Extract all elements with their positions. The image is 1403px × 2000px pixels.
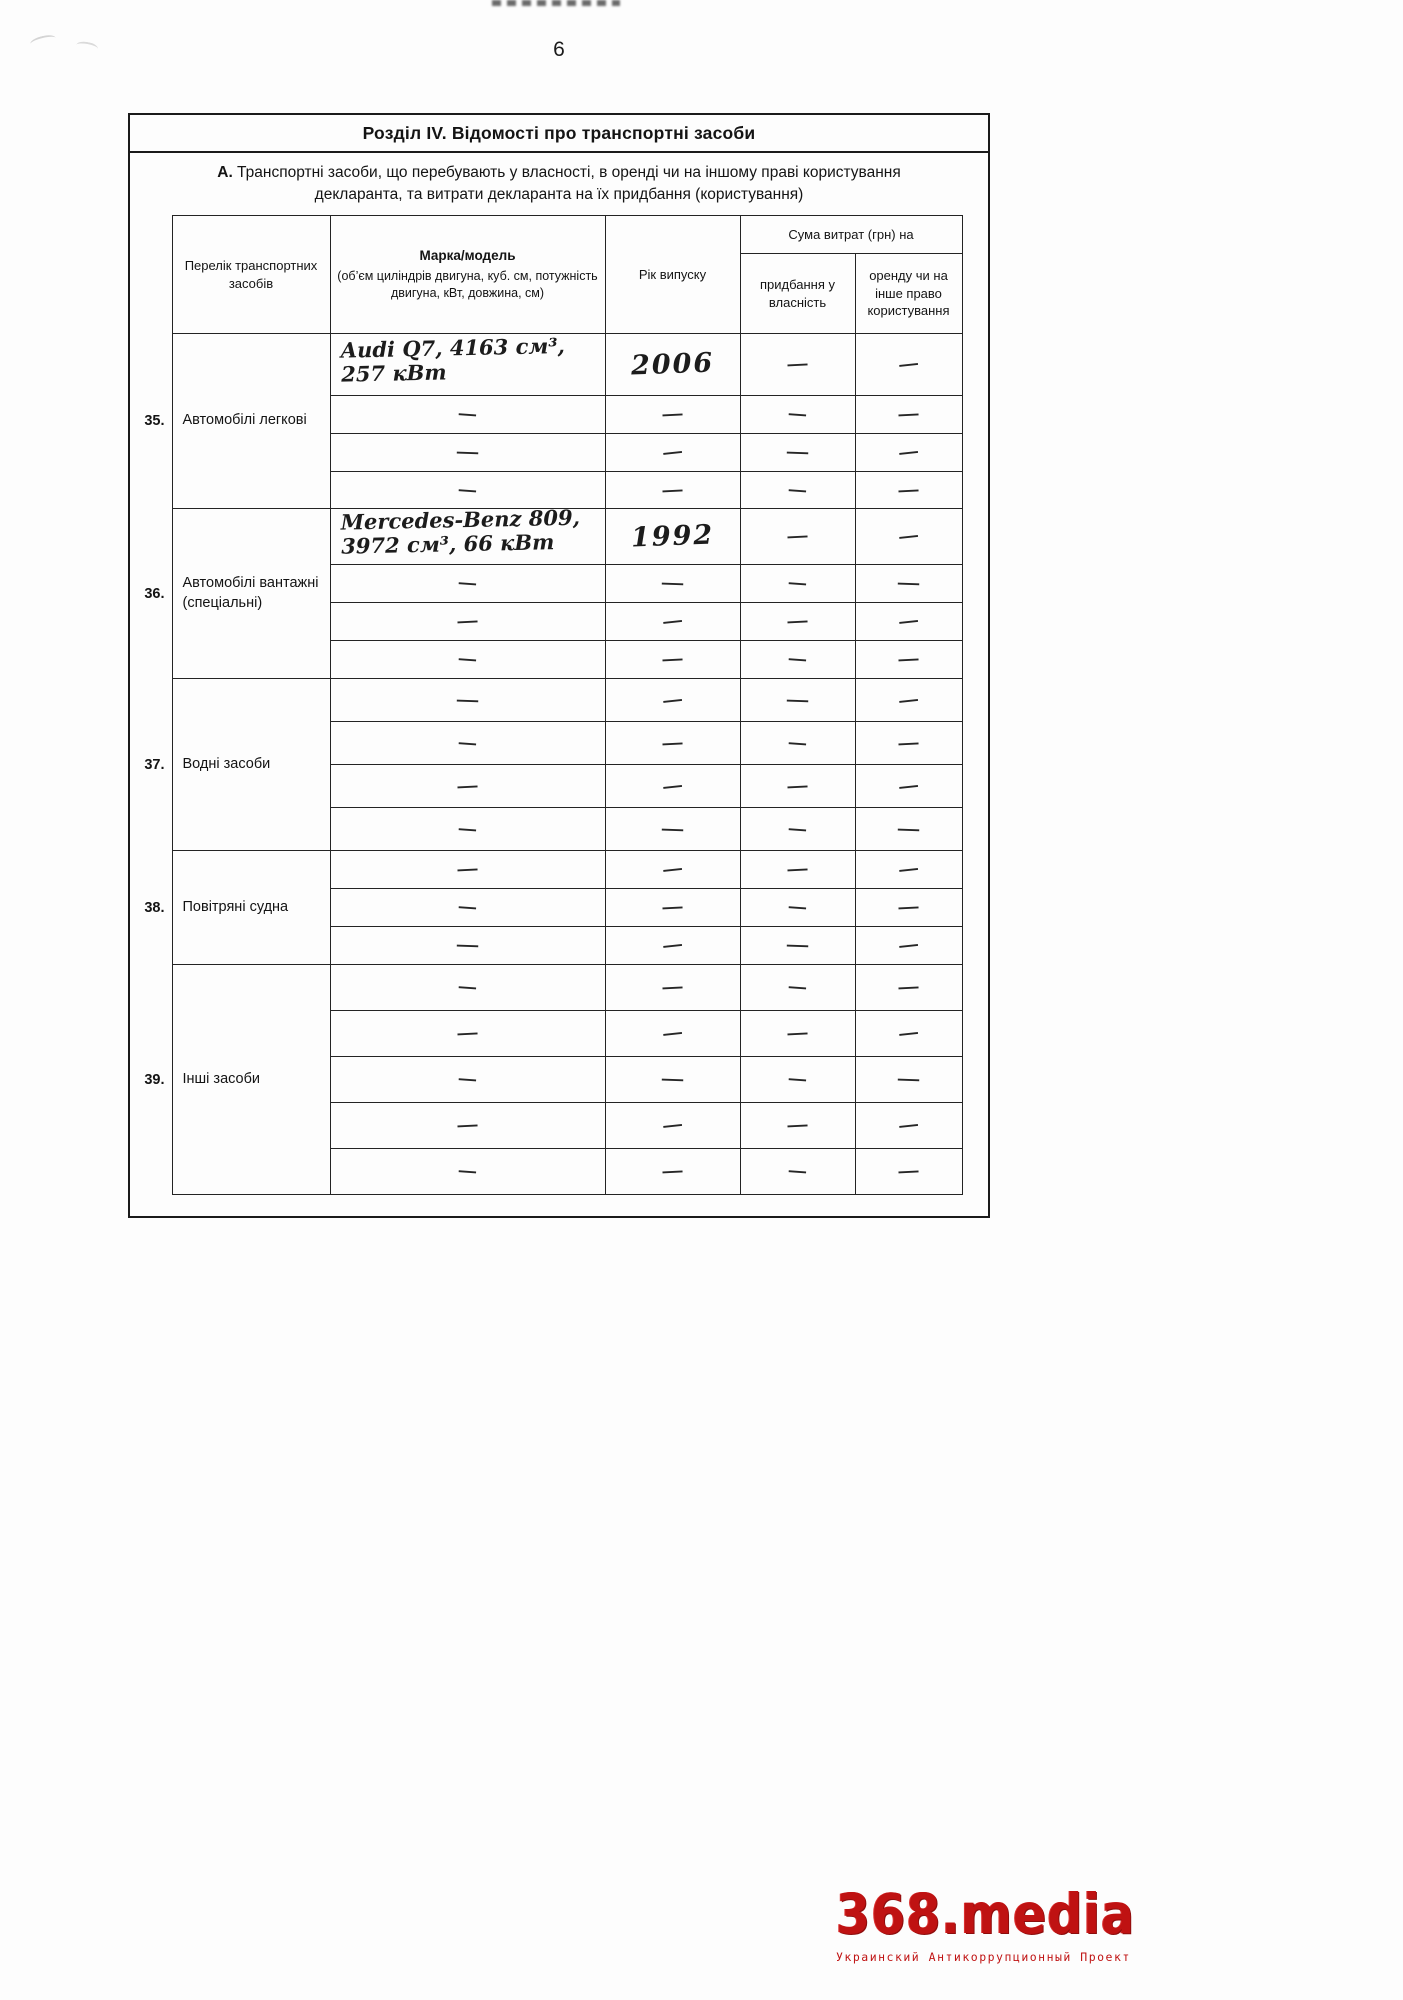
rent-cell (855, 396, 962, 434)
rent-cell (855, 765, 962, 808)
dash-mark: — (660, 404, 685, 424)
rent-cell (855, 565, 962, 603)
header-list: Перелік транспортних засобів (172, 216, 330, 334)
model-cell (330, 765, 605, 808)
year-cell (605, 851, 740, 889)
subsection-text (130, 153, 988, 206)
rent-cell (855, 722, 962, 765)
dash-mark: — (455, 859, 480, 879)
dash-mark: — (660, 479, 685, 500)
dash-mark: — (785, 775, 810, 796)
model-cell (330, 434, 605, 472)
year-cell (605, 334, 740, 396)
dash-mark: — (661, 934, 684, 956)
model-cell (330, 396, 605, 434)
purchase-cell (740, 765, 855, 808)
year-cell (605, 1103, 740, 1149)
purchase-cell (740, 808, 855, 851)
model-cell (330, 1149, 605, 1195)
subsection-letter: А. (217, 164, 233, 181)
dash-mark: — (785, 1023, 810, 1043)
dash-mark: — (897, 858, 920, 880)
rent-cell (855, 927, 962, 965)
purchase-cell (740, 1149, 855, 1195)
dash-mark: — (787, 1069, 808, 1089)
year-cell (605, 641, 740, 679)
dash-mark: — (785, 690, 810, 709)
dash-mark: — (787, 732, 808, 753)
model-cell (330, 965, 605, 1011)
pencil-mark (30, 30, 120, 58)
table-row (132, 334, 962, 396)
dash-mark: — (457, 573, 478, 593)
year-cell (605, 1057, 740, 1103)
category-label: Водні засоби (172, 679, 330, 851)
rent-cell (855, 509, 962, 565)
year-cell (605, 808, 740, 851)
dash-mark: — (787, 1161, 808, 1181)
year-cell (605, 889, 740, 927)
dash-mark: — (457, 897, 478, 917)
year-cell (605, 1149, 740, 1195)
subsection-line2: декларанта, та витрати декларанта на їх придбання (користування) (314, 186, 804, 203)
header-costs: Сума витрат (грн) на (740, 216, 962, 254)
dash-mark: — (787, 404, 808, 424)
year-cell (605, 509, 740, 565)
dash-mark: — (896, 897, 921, 917)
header-model (330, 216, 605, 334)
dash-mark: — (787, 649, 808, 669)
table-header (132, 216, 962, 334)
year-cell (605, 679, 740, 722)
handwritten-year: 2006 (630, 347, 715, 382)
subsection-line1: Транспортні засоби, що перебувають у власності, в оренді чи на іншому праві користування (232, 164, 901, 181)
model-cell (330, 504, 605, 565)
model-line-1: Audi Q7, 4163 см³, (340, 332, 565, 363)
year-cell (605, 472, 740, 509)
dash-mark: — (896, 977, 921, 997)
purchase-cell (740, 851, 855, 889)
rent-cell (855, 603, 962, 641)
table-row (132, 851, 962, 889)
header-model-sub: (об’єм циліндрів двигуна, куб. см, потужність двигуна, кВт, довжина, см) (337, 269, 598, 301)
dash-mark: — (897, 1022, 920, 1044)
dash-mark: — (897, 775, 920, 796)
category-label: Інші засоби (172, 965, 330, 1195)
year-cell (605, 965, 740, 1011)
dash-mark: — (661, 775, 684, 796)
dash-mark: — (457, 818, 478, 839)
row-number: 39. (144, 1071, 165, 1088)
header-gutter (132, 216, 172, 334)
dash-mark: — (457, 1069, 478, 1089)
year-cell (605, 434, 740, 472)
dash-mark: — (457, 404, 478, 424)
dash-mark: — (785, 526, 810, 546)
dash-mark: — (660, 977, 685, 997)
header-year: Рік випуску (605, 216, 740, 334)
dash-mark: — (457, 649, 478, 669)
category-label: Автомобілі вантажні (спеціальні) (172, 509, 330, 679)
dash-mark: — (897, 1114, 920, 1136)
dash-mark: — (660, 649, 685, 669)
dash-mark: — (457, 1161, 478, 1181)
rent-cell (855, 472, 962, 509)
dash-mark: — (897, 689, 920, 710)
section-title: Розділ IV. Відомості про транспортні засоби (130, 115, 988, 153)
dash-mark: — (661, 441, 684, 463)
dash-mark: — (897, 353, 920, 375)
page-number: 6 (553, 38, 565, 61)
model-cell (330, 334, 605, 396)
model-cell (330, 641, 605, 679)
handwritten-model (334, 505, 601, 558)
purchase-cell (740, 565, 855, 603)
dash-mark: — (660, 573, 685, 593)
watermark-logo: 368.media (836, 1882, 1136, 1947)
row-number: 37. (144, 756, 165, 773)
dash-mark: — (785, 354, 810, 374)
dash-mark: — (660, 732, 685, 753)
dash-mark: — (785, 935, 810, 955)
year-cell (605, 722, 740, 765)
year-cell (605, 396, 740, 434)
purchase-cell (740, 722, 855, 765)
dash-mark: — (897, 934, 920, 956)
scan-artifact-top (492, 0, 620, 6)
declaration-form-box (128, 113, 990, 1218)
model-cell (330, 808, 605, 851)
dash-mark: — (787, 818, 808, 839)
purchase-cell (740, 334, 855, 396)
dash-mark: — (660, 819, 685, 838)
purchase-cell (740, 509, 855, 565)
dash-mark: — (785, 442, 810, 462)
watermark (836, 1882, 1136, 1964)
dash-mark: — (896, 404, 921, 424)
handwritten-year: 1992 (630, 519, 715, 554)
purchase-cell (740, 679, 855, 722)
dash-mark: — (455, 775, 480, 796)
purchase-cell (740, 434, 855, 472)
category-label: Автомобілі легкові (172, 334, 330, 509)
dash-mark: — (896, 1069, 921, 1089)
dash-mark: — (785, 1115, 810, 1135)
dash-mark: — (457, 479, 478, 500)
model-cell (330, 565, 605, 603)
dash-mark: — (457, 977, 478, 997)
rent-cell (855, 1011, 962, 1057)
dash-mark: — (787, 897, 808, 917)
dash-mark: — (896, 649, 921, 669)
model-cell (330, 603, 605, 641)
model-cell (330, 1103, 605, 1149)
table-row (132, 509, 962, 565)
dash-mark: — (660, 1161, 685, 1181)
model-cell (330, 1011, 605, 1057)
purchase-cell (740, 1011, 855, 1057)
year-cell (605, 1011, 740, 1057)
purchase-cell (740, 603, 855, 641)
rent-cell (855, 851, 962, 889)
rent-cell (855, 808, 962, 851)
watermark-tagline: Украинский Антикоррупционный Проект (836, 1950, 1131, 1964)
dash-mark: — (457, 732, 478, 753)
purchase-cell (740, 1103, 855, 1149)
model-cell (330, 889, 605, 927)
dash-mark: — (661, 858, 684, 880)
model-line-2: 3972 см³, 66 кВт (340, 528, 555, 559)
rent-cell (855, 679, 962, 722)
purchase-cell (740, 641, 855, 679)
dash-mark: — (455, 690, 480, 709)
year-cell (605, 765, 740, 808)
dash-mark: — (896, 732, 921, 753)
dash-mark: — (661, 610, 684, 632)
rent-cell (855, 1149, 962, 1195)
dash-mark: — (785, 859, 810, 879)
table-row (132, 679, 962, 722)
dash-mark: — (896, 819, 921, 838)
model-cell (330, 851, 605, 889)
purchase-cell (740, 889, 855, 927)
purchase-cell (740, 1057, 855, 1103)
dash-mark: — (455, 442, 480, 462)
dash-mark: — (785, 611, 810, 631)
model-line-1: Mercedes-Benz 809, (340, 504, 580, 535)
dash-mark: — (897, 441, 920, 463)
dash-mark: — (455, 935, 480, 955)
purchase-cell (740, 396, 855, 434)
rent-cell (855, 1057, 962, 1103)
row-number: 36. (144, 585, 165, 602)
purchase-cell (740, 472, 855, 509)
dash-mark: — (897, 525, 920, 547)
dash-mark: — (455, 1023, 480, 1043)
rent-cell (855, 965, 962, 1011)
rent-cell (855, 1103, 962, 1149)
dash-mark: — (787, 573, 808, 593)
header-rent: оренду чи на інше право користування (855, 254, 962, 334)
rent-cell (855, 334, 962, 396)
purchase-cell (740, 965, 855, 1011)
dash-mark: — (787, 977, 808, 997)
vehicles-table (132, 215, 963, 1195)
year-cell (605, 565, 740, 603)
table-row (132, 965, 962, 1011)
year-cell (605, 603, 740, 641)
dash-mark: — (660, 1069, 685, 1089)
model-cell (330, 927, 605, 965)
dash-mark: — (896, 479, 921, 500)
model-cell (330, 472, 605, 509)
header-model-title: Марка/модель (419, 248, 516, 264)
model-cell (330, 1057, 605, 1103)
model-cell (330, 722, 605, 765)
dash-mark: — (787, 479, 808, 500)
model-cell (330, 679, 605, 722)
category-label: Повітряні судна (172, 851, 330, 965)
rent-cell (855, 641, 962, 679)
year-cell (605, 927, 740, 965)
dash-mark: — (660, 897, 685, 917)
rent-cell (855, 889, 962, 927)
dash-mark: — (455, 611, 480, 631)
dash-mark: — (661, 1022, 684, 1044)
dash-mark: — (896, 573, 921, 593)
dash-mark: — (896, 1161, 921, 1181)
table-body (132, 334, 962, 1195)
dash-mark: — (897, 610, 920, 632)
row-number: 38. (144, 899, 165, 916)
purchase-cell (740, 927, 855, 965)
header-purchase: придбання у власність (740, 254, 855, 334)
model-line-2: 257 кВт (340, 358, 447, 387)
handwritten-model (334, 333, 601, 386)
header-row-1 (132, 216, 962, 254)
rent-cell (855, 434, 962, 472)
dash-mark: — (455, 1115, 480, 1135)
dash-mark: — (661, 689, 684, 710)
row-number: 35. (144, 413, 165, 429)
dash-mark: — (661, 1114, 684, 1136)
